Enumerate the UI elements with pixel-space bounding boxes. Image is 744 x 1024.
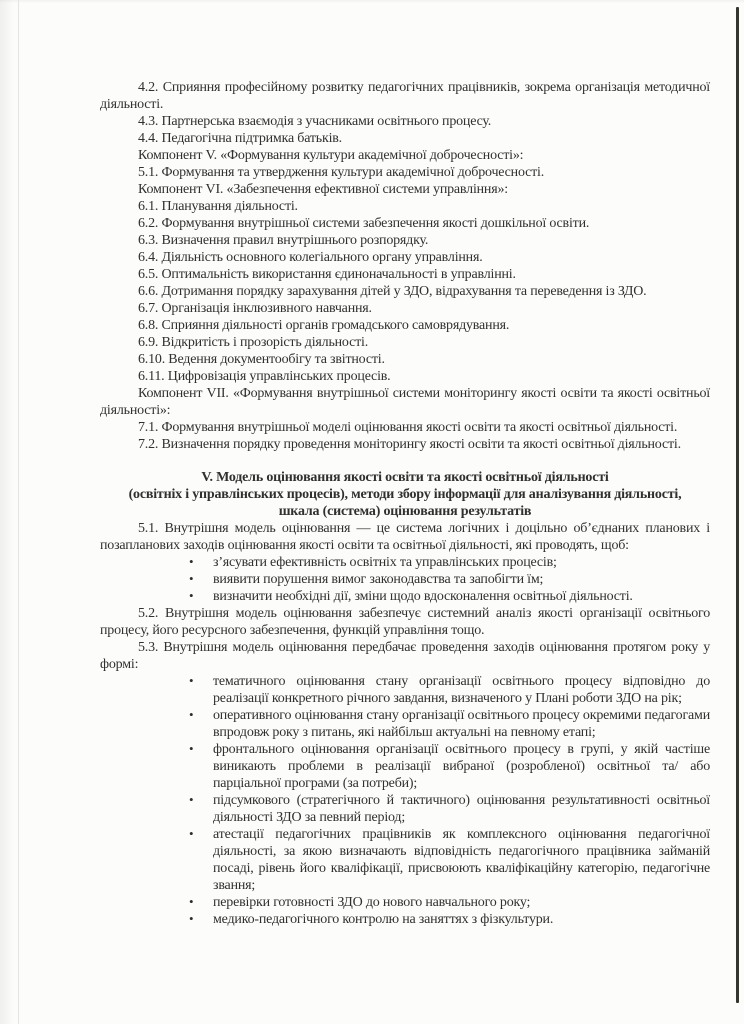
bullet-icon: •: [189, 792, 194, 807]
scan-shadow-left: [0, 0, 14, 1024]
bullet-icon: •: [189, 894, 194, 909]
bullet-icon: •: [189, 673, 194, 688]
list-item-text: атестації педагогічних працівників як комплексного оцінювання педагогічної діяльності, за якою визначають відповідність педагогічного працівника займаній посаді, рівень його кваліфікації, присвоюють кваліфікаційну категорію, педагогічне звання;: [213, 827, 710, 893]
paragraph-6-1: 6.1. Планування діяльності.: [138, 199, 298, 214]
bullet-icon: •: [189, 741, 194, 756]
list-item-text: перевірки готовності ЗДО до нового навчального року;: [213, 895, 531, 910]
list-item: [100, 588, 710, 605]
paragraph-4-3: 4.3. Партнерська взаємодія з учасниками освітнього процесу.: [138, 114, 492, 129]
paragraph-4-2: 4.2. Сприяння професійному розвитку педагогічних працівників, зокрема організація методичної діяльності.: [100, 80, 710, 112]
list-item-text: тематичного оцінювання стану організації освітнього процесу відповідно до реалізації конкретного річного завдання, визначеного у Плані роботи ЗДО на рік;: [213, 674, 710, 706]
paragraph-6-10: 6.10. Ведення документообігу та звітності.: [138, 352, 385, 367]
list-item: [100, 673, 710, 707]
list-item-text: визначити необхідні дії, зміни щодо вдосконалення освітньої діяльності.: [213, 589, 633, 604]
bullet-icon: •: [189, 826, 194, 841]
paragraph-7-2: 7.2. Визначення порядку проведення моніторингу якості освіти та якості освітньої діяльності.: [138, 437, 681, 452]
paragraph-6-2: 6.2. Формування внутрішньої системи забезпечення якості дошкільної освіти.: [138, 216, 590, 231]
paragraph-6-7: 6.7. Організація інклюзивного навчання.: [138, 301, 372, 316]
list-item-text: з’ясувати ефективність освітніх та управлінських процесів;: [213, 555, 557, 570]
list-item: [100, 707, 710, 741]
bullet-icon: •: [189, 588, 194, 603]
list-item: [100, 571, 710, 588]
paragraph-6-5: 6.5. Оптимальність використання єдиноначальності в управлінні.: [138, 267, 516, 282]
section-heading: [65, 469, 744, 520]
paragraph-6-11: 6.11. Цифровізація управлінських процесів.: [138, 369, 391, 384]
paragraph-5-1: 5.1. Внутрішня модель оцінювання — це система логічних і доцільно об’єднаних планових і позапланових заходів оцінювання якості освіти та освітньої діяльності, які проводять, щоб:: [100, 521, 710, 553]
list-item-text: підсумкового (стратегічного й тактичного) оцінювання результативності освітньої діяльності ЗДО за певний період;: [213, 793, 710, 825]
list-item: [100, 792, 710, 826]
section-heading-line-2: (освітніх і управлінських процесів), методи збору інформації для аналізування діяльності,: [128, 487, 682, 502]
paragraph-6-4: 6.4. Діяльність основного колегіального органу управління.: [138, 250, 483, 265]
section-heading-line-1: V. Модель оцінювання якості освіти та якості освітньої діяльності: [201, 470, 609, 485]
paragraph-6-3: 6.3. Визначення правил внутрішнього розпорядку.: [138, 233, 429, 248]
paragraph-6-6: 6.6. Дотримання порядку зарахування дітей у ЗДО, відрахування та переведення із ЗДО.: [138, 284, 647, 299]
paragraph-5-3: 5.3. Внутрішня модель оцінювання передбачає проведення заходів оцінювання протягом року у формі:: [100, 640, 710, 672]
list-item-text: виявити порушення вимог законодавства та запобігти їм;: [213, 572, 544, 587]
paragraph-4-4: 4.4. Педагогічна підтримка батьків.: [138, 131, 342, 146]
bullet-icon: •: [189, 554, 194, 569]
paragraph-component-vi: Компонент VI. «Забезпечення ефективної системи управління»:: [138, 182, 508, 197]
list-item-text: медико-педагогічного контролю на заняттях з фізкультури.: [213, 912, 554, 927]
scan-edge-line-left: [18, 0, 19, 1024]
paragraph-6-9: 6.9. Відкритість і прозорість діяльності.: [138, 335, 368, 350]
list-item: [100, 554, 710, 571]
bullet-icon: •: [189, 707, 194, 722]
list-item: [100, 826, 710, 894]
paragraph-5-1-item: 5.1. Формування та утвердження культури академічної доброчесності.: [138, 165, 545, 180]
scan-shadow-top: [0, 0, 744, 3]
paragraph-6-8: 6.8. Сприяння діяльності органів громадського самоврядування.: [138, 318, 510, 333]
list-item-text: оперативного оцінювання стану організації освітнього процесу окремими педагогами впродовж року з питань, які найбільш актуальні на певному етапі;: [213, 708, 710, 740]
list-item: [100, 741, 710, 792]
paragraph-component-vii: Компонент VII. «Формування внутрішньої системи моніторингу якості освіти та якості освітньої діяльності»:: [100, 386, 710, 418]
paragraph-7-1: 7.1. Формування внутрішньої моделі оцінювання якості освіти та якості освітньої діяльності.: [138, 420, 678, 435]
list-item-text: фронтального оцінювання організації освітнього процесу в групі, у якій частіше виникають проблеми в реалізації вибраної (розробленої) освітньої та/ або парціальної програми (за потреби);: [213, 742, 710, 791]
paragraph-component-v: Компонент V. «Формування культури академічної доброчесності»:: [138, 148, 524, 163]
list-item: [100, 911, 710, 928]
list-item: [100, 894, 710, 911]
paragraph-5-2: 5.2. Внутрішня модель оцінювання забезпечує системний аналіз якості організації освітнього процесу, його ресурсного забезпечення, функцій управління тощо.: [100, 606, 710, 638]
bullet-icon: •: [189, 911, 194, 926]
section-heading-line-3: шкала (система) оцінювання результатів: [278, 504, 532, 519]
bullet-icon: •: [189, 571, 194, 586]
document-body: [100, 79, 710, 928]
